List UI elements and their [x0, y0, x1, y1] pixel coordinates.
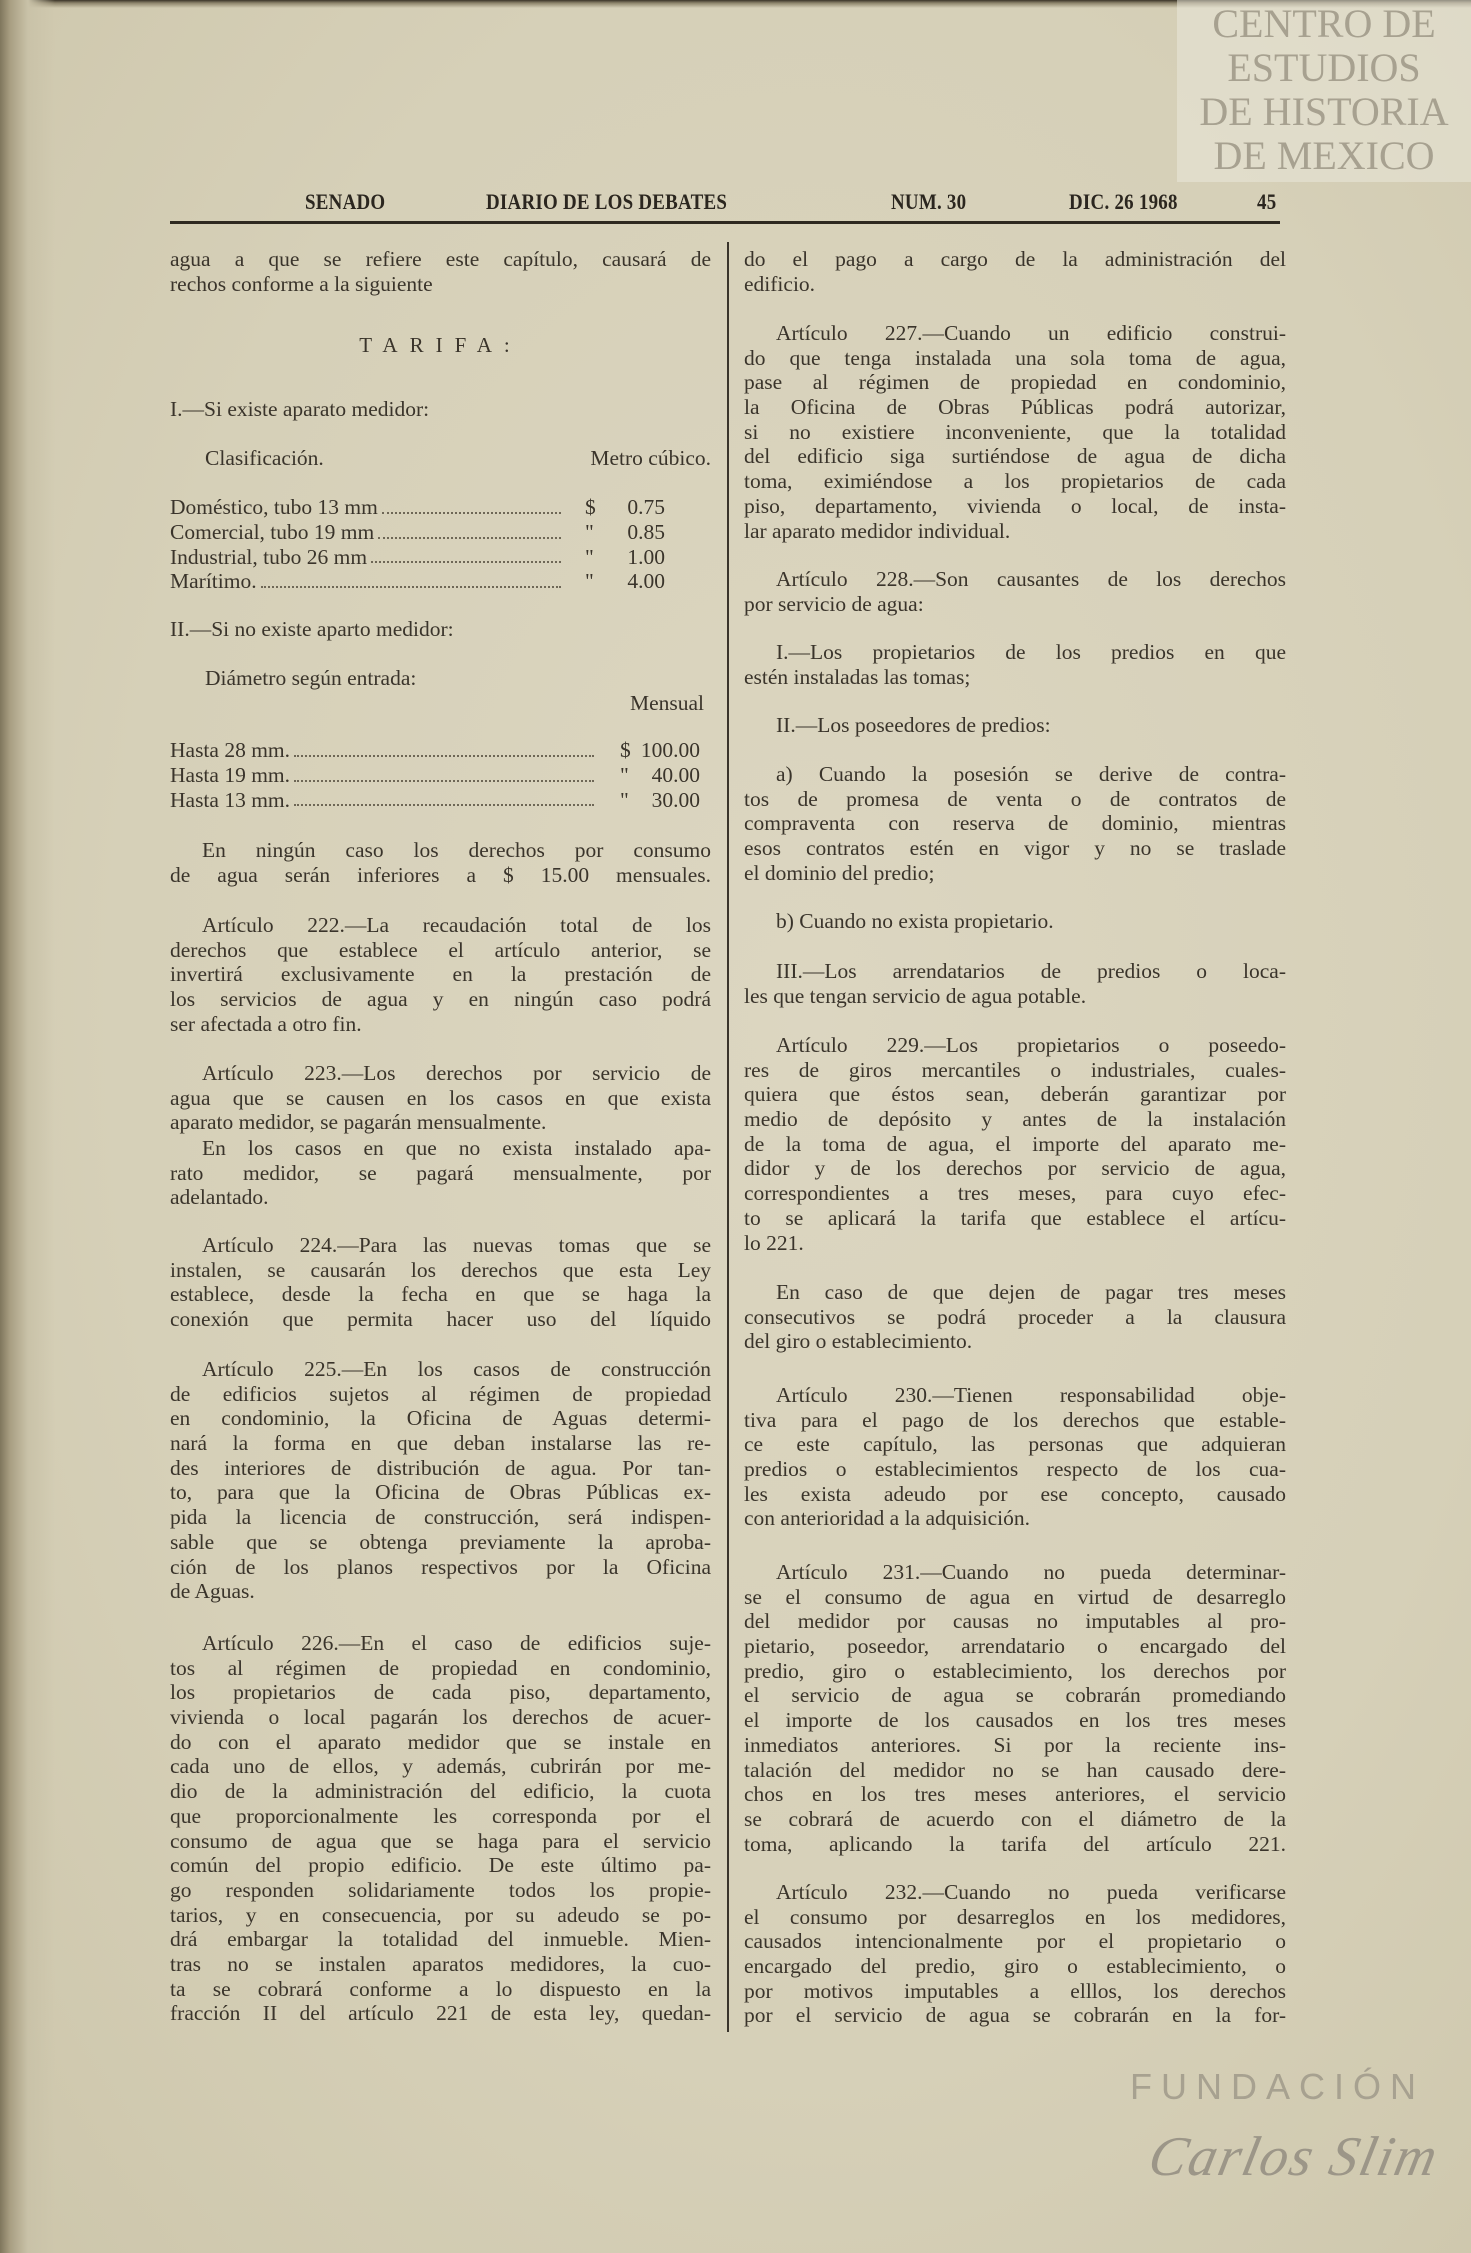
article-231 [744, 1560, 1286, 1856]
row-value: 4.00 [627, 569, 665, 594]
row-label: Hasta 28 mm. [170, 738, 291, 763]
text-line: con anterioridad a la adquisición. [744, 1506, 1030, 1531]
currency-mark: $ [585, 495, 596, 520]
text-line: do con el aparato medidor que se instale en [170, 1729, 711, 1754]
currency-mark: " [585, 544, 594, 569]
text-line: II.—Los poseedores de predios: [776, 713, 1051, 737]
dot-leader [261, 569, 561, 588]
row-value: 0.75 [627, 495, 665, 520]
dot-leader [294, 738, 594, 757]
table-header [170, 666, 711, 691]
watermark-line: CENTRO DE [1212, 1, 1436, 46]
text-line: chos en los tres meses anteriores, el servicio [744, 1782, 1286, 1807]
dot-leader [371, 545, 561, 564]
text-line: tos de promesa de venta o de contratos de [744, 786, 1286, 811]
article-223-continued [170, 1136, 711, 1210]
text-line: Artículo 232.—Cuando no pueda verificarse [776, 1880, 1286, 1904]
header-publication: DIARIO DE LOS DEBATES [486, 189, 728, 214]
row-label: Doméstico, tubo 13 mm [170, 495, 378, 520]
left-column [170, 0, 711, 2253]
intro-paragraph [170, 247, 711, 296]
text-line: Artículo 230.—Tienen responsabilidad obje- [776, 1383, 1286, 1407]
text-line: Artículo 223.—Los derechos por servicio de [202, 1061, 711, 1085]
table-row [170, 495, 711, 520]
text-line: agua a que se refiere este capítulo, causará de [170, 247, 711, 271]
text-line: nará la forma en que deban instalarse las re- [170, 1431, 711, 1456]
row-value: 100.00 [640, 738, 700, 763]
text-line: el importe de los causados en los tres meses [744, 1708, 1286, 1733]
text-line: del giro o establecimiento. [744, 1329, 973, 1354]
text-line: tarios, y en consecuencia, por su adeudo se po- [170, 1902, 711, 1927]
article-229 [744, 1033, 1286, 1255]
watermark-line: DE MEXICO [1213, 133, 1435, 178]
article-232 [744, 1880, 1286, 2028]
text-line: sable que se obtenga previamente la aproba- [170, 1529, 711, 1554]
article-223 [170, 1061, 711, 1135]
text-line: estén instaladas las tomas; [744, 664, 971, 689]
text-line: conexión que permita hacer uso del líquido [170, 1307, 711, 1332]
text-line: aparato medidor, se pagarán mensualmente. [170, 1110, 547, 1135]
text-line: consecutivos se podrá proceder a la clausura [744, 1304, 1286, 1329]
article-225 [170, 1357, 711, 1604]
row-label: Hasta 13 mm. [170, 787, 291, 812]
text-line: Artículo 224.—Para las nuevas tomas que se [202, 1233, 711, 1257]
text-line: toma, aplicando la tarifa del artículo 221. [744, 1831, 1286, 1856]
text-line: del medidor por causas no imputables al pro- [744, 1609, 1286, 1634]
tariff-table-unmetered [170, 666, 711, 812]
right-column [744, 0, 1286, 2253]
text-line: del edificio siga surtiéndose de agua de dicha [744, 444, 1286, 469]
text-line: predios o establecimientos respecto de los cua- [744, 1457, 1286, 1482]
text-line: vivienda o local pagarán los derechos de acuer- [170, 1705, 711, 1730]
text-line: se cobrará de acuerdo con el diámetro de la [744, 1806, 1286, 1831]
row-value: 40.00 [651, 763, 700, 788]
column-header-price: Metro cúbico. [590, 445, 711, 470]
text-line: a) Cuando la posesión se derive de contra- [776, 762, 1286, 786]
row-label-cell [170, 569, 563, 594]
currency-mark: " [620, 787, 629, 812]
text-line: el servicio de agua se cobrarán promediando [744, 1683, 1286, 1708]
text-line: ce este capítulo, las personas que adquieran [744, 1432, 1286, 1457]
dot-leader [294, 763, 594, 782]
row-label-cell [170, 738, 596, 763]
text-line: En caso de que dejen de pagar tres meses [776, 1280, 1286, 1304]
column-header-monthly: Mensual [629, 690, 704, 715]
text-line: dio de la administración del edificio, la cuota [170, 1779, 711, 1804]
watermark-foundation: FUNDACIÓN [1130, 2066, 1425, 2107]
text-line: toma, eximiéndose a los propietarios de cada [744, 469, 1286, 494]
text-line: pietario, poseedor, arrendatario o encargado del [744, 1634, 1286, 1659]
text-line: se el consumo de agua en virtud de desarreglo [744, 1584, 1286, 1609]
currency-mark: " [585, 569, 594, 594]
row-label: Comercial, tubo 19 mm [170, 519, 375, 544]
text-line: por el servicio de agua se cobrarán en la for- [744, 2003, 1286, 2028]
text-line: medio de depósito y antes de la instalación [744, 1107, 1286, 1132]
text-line: Artículo 226.—En el caso de edificios suje- [202, 1631, 711, 1655]
text-line: ser afectada a otro fin. [170, 1011, 362, 1036]
text-line: to se aplicará la tarifa que establece el artícu- [744, 1205, 1286, 1230]
clause-b [744, 909, 1286, 934]
text-line: tras no se instalen aparatos medidores, la cuo- [170, 1951, 711, 1976]
row-value: 1.00 [627, 544, 665, 569]
text-line: Artículo 222.—La recaudación total de los [202, 913, 711, 937]
text-line: los servicios de agua y en ningún caso podrá [170, 987, 711, 1012]
dot-leader [382, 495, 561, 514]
text-line: didor y de los derechos por servicio de agua, [744, 1156, 1286, 1181]
fraction-1 [744, 640, 1286, 689]
table-row [170, 788, 711, 813]
text-line: instalen, se causarán los derechos que esta Ley [170, 1257, 711, 1282]
text-line: inmediatos anteriores. Si por la reciente ins- [744, 1732, 1286, 1757]
text-line: causados intencionalmente por el propietario o [744, 1929, 1286, 1954]
text-line: b) Cuando no exista propietario. [776, 909, 1054, 933]
watermark-line: ESTUDIOS [1227, 45, 1421, 90]
row-label-cell [170, 495, 563, 520]
dot-leader [294, 788, 594, 807]
text-line: compraventa con reserva de dominio, mientras [744, 811, 1286, 836]
text-line: I.—Los propietarios de los predios en que [776, 640, 1286, 664]
article-230 [744, 1383, 1286, 1531]
continuation-paragraph [744, 247, 1286, 296]
row-value: 30.00 [651, 787, 700, 812]
text-line: En los casos en que no exista instalado apa- [202, 1136, 711, 1160]
article-228 [744, 567, 1286, 616]
table-body [170, 495, 711, 594]
closure-paragraph [744, 1280, 1286, 1354]
text-line: de edificios sujetos al régimen de propiedad [170, 1381, 711, 1406]
text-line: cada uno de ellos, y además, cubrirán por me- [170, 1754, 711, 1779]
text-line: piso, departamento, vivienda o local, de insta- [744, 493, 1286, 518]
text-line: En ningún caso los derechos por consumo [202, 838, 711, 862]
header-chamber: SENADO [305, 189, 386, 214]
text-line: por servicio de agua: [744, 591, 924, 616]
text-line: lo 221. [744, 1230, 804, 1255]
header-date: DIC. 26 1968 [1069, 189, 1178, 214]
tarifa-title: TARIFA: [359, 333, 522, 357]
text-line: por motivos imputables a elllos, los derechos [744, 1978, 1286, 2003]
text-line: esos contratos estén en vigor y no se traslade [744, 836, 1286, 861]
row-value: 0.85 [627, 519, 665, 544]
text-line: lar aparato medidor individual. [744, 518, 1011, 543]
article-226 [170, 1631, 711, 2026]
currency-mark: " [585, 519, 594, 544]
text-line: de Aguas. [170, 1579, 255, 1604]
header-page-number: 45 [1257, 189, 1277, 214]
article-222 [170, 913, 711, 1036]
header-number: NUM. 30 [891, 189, 967, 214]
text-line: Artículo 231.—Cuando no pueda determinar- [776, 1560, 1286, 1584]
text-line: rechos conforme a la siguiente [170, 271, 433, 296]
text-line: Artículo 229.—Los propietarios o poseedo- [776, 1033, 1286, 1057]
table-body [170, 738, 711, 812]
text-line: adelantado. [170, 1185, 269, 1210]
table-row [170, 763, 711, 788]
text-line: común del propio edificio. De este último pa- [170, 1853, 711, 1878]
minimum-charge-paragraph [170, 838, 711, 887]
text-line: III.—Los arrendatarios de predios o loca- [776, 959, 1286, 983]
row-label: Marítimo. [170, 569, 257, 594]
text-line: consumo de agua que se haga para el servicio [170, 1828, 711, 1853]
text-line: agua que se causen en los casos en que exista [170, 1085, 711, 1110]
watermark-signature: Carlos Slim [1143, 2126, 1445, 2188]
text-line: fracción II del artículo 221 de esta ley, quedan- [170, 2001, 711, 2026]
text-line: el dominio del predio; [744, 860, 935, 885]
row-label: Industrial, tubo 26 mm [170, 544, 368, 569]
article-224 [170, 1233, 711, 1332]
section-1-heading: I.—Si existe aparato medidor: [170, 397, 430, 421]
text-line: establece, desde la fecha en que se haga la [170, 1282, 711, 1307]
column-divider [727, 242, 729, 2032]
table-row [170, 738, 711, 763]
text-line: tiva para el pago de los derechos que estable- [744, 1407, 1286, 1432]
text-line: rato medidor, se pagará mensualmente, por [170, 1160, 711, 1185]
text-line: si no existiere inconveniente, que la totalidad [744, 419, 1286, 444]
row-label: Hasta 19 mm. [170, 763, 291, 788]
text-line: la Oficina de Obras Públicas podrá autorizar, [744, 395, 1286, 420]
row-label-cell [170, 763, 596, 788]
text-line: quiera que éstos sean, deberán garantizar por [744, 1082, 1286, 1107]
text-line: Artículo 228.—Son causantes de los derechos [776, 567, 1286, 591]
row-label-cell [170, 520, 563, 545]
text-line: ta se cobrará conforme a lo dispuesto en la [170, 1976, 711, 2001]
text-line: des interiores de distribución de agua. Por tan- [170, 1455, 711, 1480]
text-line: el consumo por desarreglos en los medidores, [744, 1904, 1286, 1929]
text-line: Artículo 227.—Cuando un edificio construi- [776, 321, 1286, 345]
text-line: de la toma de agua, el importe del aparato me- [744, 1131, 1286, 1156]
text-line: drá embargar la totalidad del inmueble. Mien- [170, 1927, 711, 1952]
watermark-line: DE HISTORIA [1199, 89, 1449, 134]
table-row [170, 569, 711, 594]
text-line: les que tengan servicio de agua potable. [744, 983, 1087, 1008]
table-header [170, 446, 711, 471]
text-line: go responden solidariamente todos los propie- [170, 1877, 711, 1902]
text-line: les exista adeudo por ese concepto, causado [744, 1481, 1286, 1506]
column-header-classification: Clasificación. [205, 445, 324, 470]
text-line: en condominio, la Oficina de Aguas determi- [170, 1406, 711, 1431]
table-row [170, 520, 711, 545]
fraction-3 [744, 959, 1286, 1008]
text-line: que proporcionalmente les corresponda por el [170, 1803, 711, 1828]
column-header-diameter: Diámetro según entrada: [205, 665, 417, 690]
text-line: do el pago a cargo de la administración del [744, 247, 1286, 271]
dot-leader [378, 520, 561, 539]
text-line: Artículo 225.—En los casos de construcción [202, 1357, 711, 1381]
text-line: talación del medidor no se han causado dere- [744, 1757, 1286, 1782]
text-line: to, para que la Oficina de Obras Públicas ex- [170, 1480, 711, 1505]
text-line: correspondientes a tres meses, para cuyo efec- [744, 1181, 1286, 1206]
section-2-heading: II.—Si no existe aparto medidor: [170, 617, 454, 641]
text-line: predio, giro o establecimiento, los derechos por [744, 1658, 1286, 1683]
text-line: encargado del predio, giro o establecimiento, o [744, 1954, 1286, 1979]
text-line: derechos que establece el artículo anterior, se [170, 937, 711, 962]
table-header [170, 691, 711, 716]
currency-mark: $ [620, 738, 631, 763]
text-line: ción de los planos respectivos por la Oficina [170, 1554, 711, 1579]
text-line: edificio. [744, 271, 816, 296]
text-line: do que tenga instalada una sola toma de agua, [744, 345, 1286, 370]
text-line: pase al régimen de propiedad en condominio, [744, 370, 1286, 395]
row-label-cell [170, 545, 563, 570]
text-line: invertirá exclusivamente en la prestación de [170, 962, 711, 987]
currency-mark: " [620, 763, 629, 788]
clause-a [744, 762, 1286, 885]
row-label-cell [170, 788, 596, 813]
table-row [170, 545, 711, 570]
tariff-table-metered [170, 446, 711, 594]
article-227 [744, 321, 1286, 543]
fraction-2 [744, 713, 1286, 738]
text-line: los propietarios de cada piso, departamento, [170, 1680, 711, 1705]
text-line: tos al régimen de propiedad en condominio, [170, 1655, 711, 1680]
text-line: de agua serán inferiores a $ 15.00 mensuales. [170, 862, 711, 887]
text-line: res de giros mercantiles o industriales, cuales- [744, 1057, 1286, 1082]
text-line: pida la licencia de construcción, será indispen- [170, 1505, 711, 1530]
